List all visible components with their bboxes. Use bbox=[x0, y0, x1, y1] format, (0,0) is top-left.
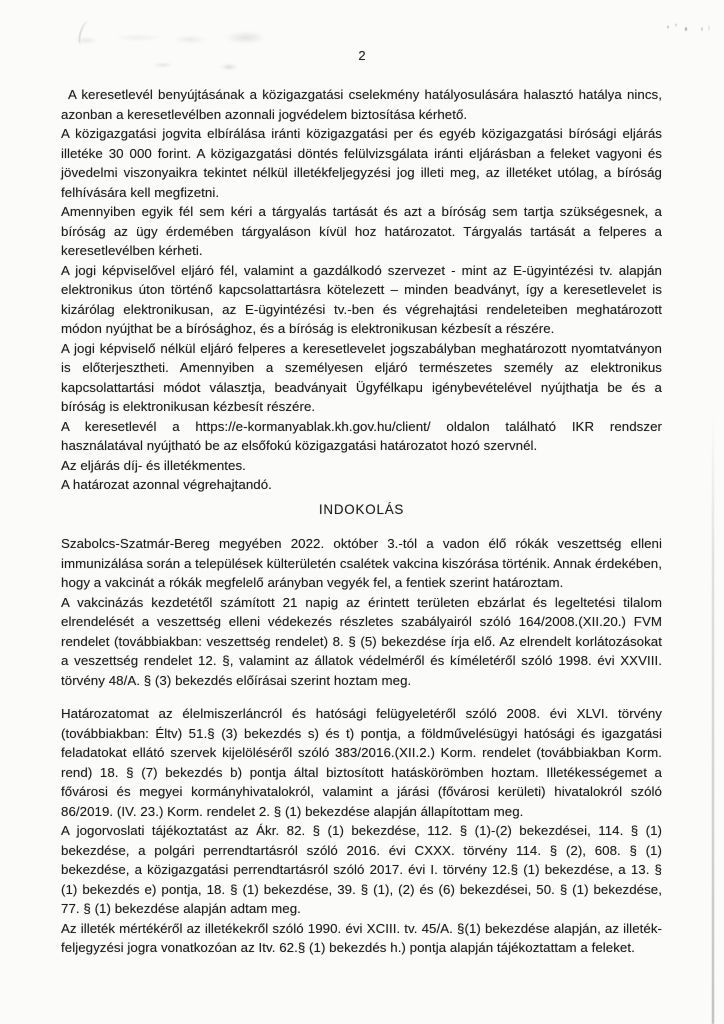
paragraph-fee-exempt: Az eljárás díj- és illetékmentes. bbox=[61, 457, 246, 473]
paragraph-electronic-filing-obligation: A jogi képviselővel eljáró fél, valamint a gazdálkodó szervezet - mint az E-ügyintézési tv. alapján elektronikus úton történő kapcsolattartásra kötelezett – minden beadványt, így a keresetlevelet is kizárólag elektronikusan, az E-ügyintézési tv.-ben és végrehajtási rendeleteiben meghatározott módon nyújthat be a bírósághoz, és a bíróság is elektronikusan kézbesít a részére. bbox=[61, 262, 662, 336]
document-body bbox=[61, 85, 662, 958]
section-heading-indokolas: INDOKOLÁS bbox=[318, 501, 405, 517]
paragraph-immediately-enforceable: A határozat azonnal végrehajtandó. bbox=[61, 477, 272, 492]
paragraph-legal-remedy-basis: A jogorvoslati tájékoztatást az Ákr. 82. § (1) bekezdése, 112. § (1)-(2) bekezdései, 114. § (1) bekezdése, a polgári perrendtartásról szóló 2016. évi CXXX. törvény 114. § (2), 608. § (1) bekezdése, a közigazgatási perrendtartásról szóló 2017. évi I. törvény 12.§ (1) bekezdése, a 13. § (1) bekezdés e) pontja, 18. § (1) bekezdése, 39. § (1), (2) és (6) bekezdései, 50. § (1) bekezdése, 77. § (1) bekezdése alapján adtam meg. bbox=[61, 823, 662, 916]
scan-marks-top-right bbox=[662, 19, 716, 37]
paragraph-filing-without-counsel: A jogi képviselő nélkül eljáró felperes a keresetlevelet jogszabályban meghatározott nyomtatványon is előterjesztheti. Amennyiben a személyesen eljáró természetes személy az elektronikus kapcsolattartási módot választja, beadványait Ügyfélkapu igénybevételével nyújthatja be és a bíróság is elektronikusan kézbesít részére. bbox=[61, 340, 662, 414]
paragraph-dog-quarantine-rules: A vakcinázás kezdetétől számított 21 napig az érintett területen ebzárlat és legeltetési tilalom elrendelését a veszettség elleni védekezés részletes szabályairól szóló 164/2008.(XII.20.) FVM rendelet (továbbiakban: veszettség rendelet) 8. § (5) bekezdése írja elő. Az elrendelt korlátozásokat a veszettség rendelet 12. §, valamint az állatok védelméről és kíméletéről szóló 1998. évi XXVIII. törvény 48/A. § (3) bekezdés előírásai szerint hoztam meg. bbox=[61, 594, 662, 688]
paragraph-rabies-vaccination: Szabolcs-Szatmár-Bereg megyében 2022. október 3.-tól a vadon élő rókák veszettség elleni immunizálása során a települések külterületén csalétek vakcina kiszórása történik. Annak érdekében, hogy a vakcinát a rókák megfelelő arányban vegyék fel, a fentiek szerint határoztam. bbox=[61, 536, 662, 590]
paragraph-hearing-request: Amennyiben egyik fél sem kéri a tárgyalás tartását és azt a bíróság sem tartja szükségesnek, a bíróság az ügy érdemében tárgyaláson kívül hoz határozatot. Tárgyalás tartását a felperes a keresetlevélben kérheti. bbox=[61, 204, 662, 258]
scan-edge-line-right bbox=[712, 415, 714, 1024]
paragraph-competence-basis: Határozatomat az élelmiszerláncról és hatósági felügyeletéről szóló 2008. évi XLVI. törvény (továbbiakban: Éltv) 51.§ (3) bekezdés s) és t) pontja, a földművelésügyi hatósági és igazgatási feladatokat ellátó szervek kijelöléséről szóló 383/2016.(XII.2.) Korm. rendelet (továbbiakban Korm. rend) 18. § (7) bekezdés b) pontja által biztosított hatáskörömben hoztam. Illetékességemet a fővárosi és megyei kormányhivatalokról, valamint a járási (fővárosi kerületi) hivatalokról szóló 86/2019. (IV. 23.) Korm. rendelet 2. § (1) bekezdése alapján állapítottam meg. bbox=[61, 706, 662, 819]
paragraph-ikr-system: A keresetlevél a https://e-kormanyablak.kh.gov.hu/client/ oldalon található IKR rendszer használatával nyújtható be az elsőfokú közigazgatási határozatot hozó szervnél. bbox=[61, 418, 662, 453]
page-number: 2 bbox=[358, 48, 366, 63]
paragraph-duty-information: Az illeték mértékéről az illetékekről szóló 1990. évi XCIII. tv. 45/A. §(1) bekezdése alapján, az illeték-feljegyzési jogra vonatkozóan az Itv. 62.§ (1) bekezdés h.) pontja alapján tájékoztattam a feleket. bbox=[61, 920, 662, 955]
scan-smudge-dot-b bbox=[214, 62, 244, 72]
paragraph-suspensive-effect: A keresetlevél benyújtásának a közigazgatási cselekmény hatályosulására halasztó hatálya nincs, azonban a keresetlevélben azonnali jogvédelem biztosítása kérhető. bbox=[61, 87, 662, 122]
paragraph-court-fee: A közigazgatási jogvita elbírálása iránti közigazgatási per és egyéb közigazgatási bírósági eljárás illetéke 30 000 forint. A közigazgatási döntés felülvizsgálata iránti eljárásban a feleket vagyoni és jövedelmi viszonyaikra tekintet nélkül illetékfeljegyzési jog illeti meg, az illetéket utólag, a bíróság felhívására kell megfizetni. bbox=[61, 126, 662, 200]
